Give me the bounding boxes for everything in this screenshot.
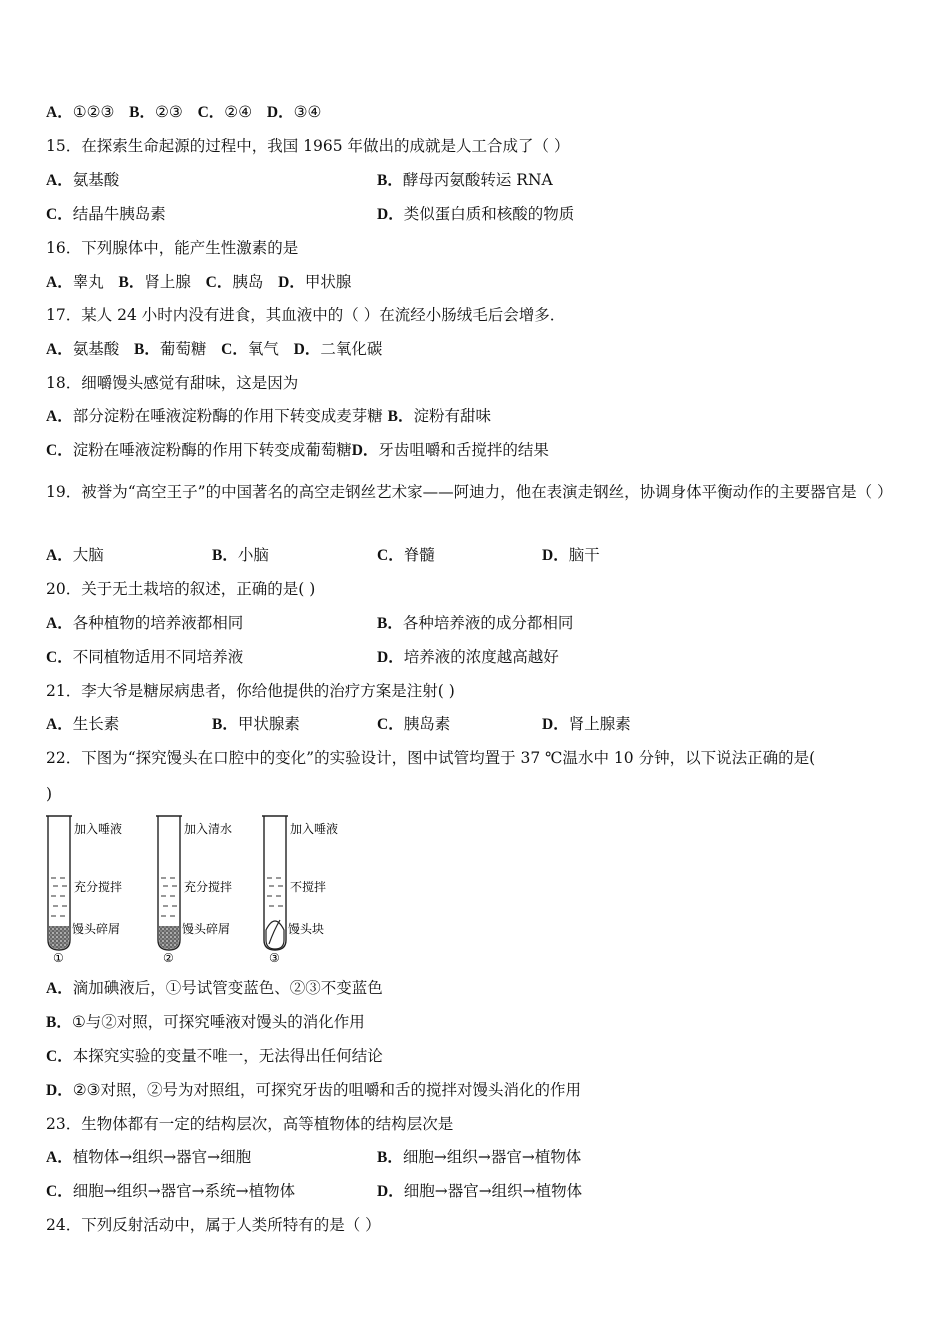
q14-option-a-text: ①②③ (72, 103, 115, 121)
q22-stem-end: ) (46, 785, 53, 803)
q16-options (46, 271, 351, 294)
q20-option-d (377, 646, 559, 669)
q23-option-b (377, 1146, 581, 1169)
q17-option-c-text: 氧气 (247, 340, 279, 358)
q22-option-d-label: D． (46, 1082, 73, 1099)
q20-option-d-text: 培养液的浓度越高越好 (403, 648, 559, 666)
q15-option-c-label: C． (46, 206, 73, 223)
q17-option-c-label: C． (221, 341, 248, 358)
q19-option-d (542, 544, 600, 567)
q17-option-d-text: 二氧化碳 (320, 340, 383, 358)
tube-3-mid-label: 不搅拌 (290, 880, 327, 894)
q17-option-d-label: D． (293, 341, 321, 358)
q22-option-c (46, 1045, 383, 1068)
q22-option-c-text: 本探究实验的变量不唯一，无法得出任何结论 (72, 1047, 383, 1065)
q18-option-c-label: C． (46, 442, 73, 459)
q19-option-c-text: 脊髓 (403, 546, 435, 564)
q15-option-d-text: 类似蛋白质和核酸的物质 (403, 205, 575, 223)
q15-option-c-text: 结晶牛胰岛素 (72, 205, 166, 223)
test-tube-1 (46, 816, 72, 950)
q23-stem: 23．生物体都有一定的结构层次，高等植物体的结构层次是 (46, 1115, 454, 1133)
q19-option-d-text: 脑干 (568, 546, 600, 564)
q20-option-d-label: D． (377, 649, 404, 666)
q23-option-d-text: 细胞→器官→组织→植物体 (403, 1182, 583, 1200)
q18-stem: 18．细嚼馒头感觉有甜味，这是因为 (46, 374, 299, 392)
q22-option-d (46, 1079, 581, 1102)
q24-stem: 24．下列反射活动中，属于人类所特有的是（ ） (46, 1216, 381, 1234)
test-tube-3 (262, 816, 288, 950)
q18-options-row2 (46, 439, 549, 462)
q15-option-a-text: 氨基酸 (72, 171, 120, 189)
q22-option-a-text: 滴加碘液后，①号试管变蓝色、②③不变蓝色 (72, 979, 383, 997)
q20-option-b (377, 612, 573, 635)
q22-option-a-label: A． (46, 980, 73, 997)
tube-2-bottom-label: 馒头碎屑 (182, 922, 231, 936)
tube-3-top-label: 加入唾液 (290, 822, 339, 836)
q22-option-c-label: C． (46, 1048, 73, 1065)
q18-option-a-label: A． (46, 408, 73, 425)
q15-option-b-label: B． (377, 172, 403, 189)
q16-option-d-text: 甲状腺 (304, 273, 352, 291)
q15-stem: 15．在探索生命起源的过程中，我国 1965 年做出的成就是人工合成了（ ） (46, 137, 570, 155)
q17-option-b-text: 葡萄糖 (159, 340, 207, 358)
q18-option-c-text: 淀粉在唾液淀粉酶的作用下转变成葡萄糖 (72, 441, 352, 459)
q22-option-b-label: B． (46, 1014, 72, 1031)
q18-option-a-text: 部分淀粉在唾液淀粉酶的作用下转变成麦芽糖 (72, 407, 383, 425)
q21-option-a-label: A． (46, 716, 73, 733)
tube-2-mid-label: 充分搅拌 (184, 880, 233, 894)
q14-option-c-text: ②④ (224, 103, 253, 121)
q21-option-b (212, 713, 300, 736)
q20-option-a-label: A． (46, 615, 73, 632)
q15-option-b-text: 酵母丙氨酸转运 RNA (402, 171, 553, 189)
q14-option-a-label: A． (46, 104, 73, 121)
q14-option-d-text: ③④ (293, 103, 322, 121)
q17-options (46, 338, 382, 361)
q23-option-d-label: D． (377, 1183, 404, 1200)
q19-option-c (377, 544, 435, 567)
q23-option-c (46, 1180, 295, 1203)
tube-3-number: ③ (269, 951, 280, 964)
q23-option-b-label: B． (377, 1149, 403, 1166)
q17-option-a-label: A． (46, 341, 73, 358)
tube-2-number: ② (163, 951, 174, 964)
tube-1-top-label: 加入唾液 (74, 822, 123, 836)
q21-option-d-text: 肾上腺素 (568, 715, 631, 733)
q22-option-b-text: ①与②对照，可探究唾液对馒头的消化作用 (71, 1013, 365, 1031)
q23-option-a-text: 植物体→组织→器官→细胞 (72, 1148, 252, 1166)
tube-1-bottom-label: 馒头碎屑 (72, 922, 121, 936)
q20-option-c (46, 646, 243, 669)
q23-option-b-text: 细胞→组织→器官→植物体 (402, 1148, 582, 1166)
q16-option-d-label: D． (278, 274, 305, 291)
q19-option-a-text: 大脑 (72, 546, 104, 564)
q20-option-a-text: 各种植物的培养液都相同 (72, 614, 244, 632)
q19-option-b-text: 小脑 (237, 546, 269, 564)
q23-option-c-text: 细胞→组织→器官→系统→植物体 (72, 1182, 296, 1200)
test-tube-figure (44, 812, 354, 964)
q14-option-b-text: ②③ (155, 103, 183, 121)
q17-stem: 17．某人 24 小时内没有进食，其血液中的（ ）在流经小肠绒毛后会增多． (46, 306, 566, 324)
q16-option-b-label: B． (118, 274, 145, 291)
q14-option-d-label: D． (266, 104, 294, 121)
q16-option-a-label: A． (46, 274, 73, 291)
q19-option-a (46, 544, 104, 567)
q18-option-b-label: B． (387, 408, 414, 425)
q20-option-c-label: C． (46, 649, 73, 666)
q18-option-d-text: 牙齿咀嚼和舌搅拌的结果 (378, 441, 549, 459)
q20-option-c-text: 不同植物适用不同培养液 (72, 648, 244, 666)
tube-1-number: ① (53, 951, 64, 964)
q21-option-c-text: 胰岛素 (403, 715, 451, 733)
q19-option-d-label: D． (542, 547, 569, 564)
q23-option-a-label: A． (46, 1149, 73, 1166)
q17-option-a-text: 氨基酸 (72, 340, 120, 358)
q16-option-a-text: 睾丸 (72, 273, 104, 291)
q17-option-b-label: B． (134, 341, 160, 358)
q21-stem: 21．李大爷是糖尿病患者，你给他提供的治疗方案是注射( ) (46, 682, 455, 700)
q15-option-a-label: A． (46, 172, 73, 189)
q19-option-a-label: A． (46, 547, 73, 564)
q21-option-a-text: 生长素 (72, 715, 120, 733)
q14-options (46, 101, 321, 124)
q20-option-b-text: 各种培养液的成分都相同 (402, 614, 574, 632)
q20-option-a (46, 612, 243, 635)
q21-option-b-text: 甲状腺素 (237, 715, 300, 733)
q16-stem: 16．下列腺体中，能产生性激素的是 (46, 239, 299, 257)
q19-option-b-label: B． (212, 547, 238, 564)
q16-option-b-text: 肾上腺 (144, 273, 191, 291)
tube-2-top-label: 加入清水 (184, 822, 233, 836)
q22-option-d-text: ②③对照，②号为对照组，可探究牙齿的咀嚼和舌的搅拌对馒头消化的作用 (72, 1081, 581, 1099)
q21-option-b-label: B． (212, 716, 238, 733)
tube-3-bottom-label: 馒头块 (288, 922, 325, 936)
q21-option-a (46, 713, 119, 736)
q15-option-d-label: D． (377, 206, 404, 223)
q20-option-b-label: B． (377, 615, 403, 632)
q15-option-b (377, 169, 553, 192)
q19-stem: 19．被誉为“高空王子”的中国著名的高空走钢丝艺术家——阿迪力，他在表演走钢丝，协调身体平衡动作的主要器官是（ ） (46, 483, 893, 501)
q22-stem: 22．下图为“探究馒头在口腔中的变化”的实验设计，图中试管均置于 37 ℃温水中 10 分钟，以下说法正确的是( (46, 749, 816, 767)
test-tube-2 (156, 816, 182, 950)
q23-option-a (46, 1146, 251, 1169)
q15-option-a (46, 169, 119, 192)
q21-option-c-label: C． (377, 716, 404, 733)
q19-option-b (212, 544, 269, 567)
q15-option-c (46, 203, 166, 226)
q21-option-d-label: D． (542, 716, 569, 733)
tube-1-mid-label: 充分搅拌 (74, 880, 123, 894)
q19-option-c-label: C． (377, 547, 404, 564)
q14-option-c-label: C． (197, 104, 225, 121)
q21-option-c (377, 713, 450, 736)
q14-option-b-label: B． (129, 104, 156, 121)
q22-option-b (46, 1011, 365, 1034)
q15-option-d (377, 203, 574, 226)
q23-option-c-label: C． (46, 1183, 73, 1200)
q18-option-b-text: 淀粉有甜味 (413, 407, 492, 425)
q21-option-d (542, 713, 631, 736)
q16-option-c-text: 胰岛 (232, 273, 264, 291)
q18-option-d-label: D． (351, 442, 379, 459)
q22-option-a (46, 977, 383, 1000)
q18-options-row1 (46, 405, 491, 428)
q16-option-c-label: C． (205, 274, 233, 291)
q23-option-d (377, 1180, 582, 1203)
q20-stem: 20．关于无土栽培的叙述，正确的是( ) (46, 580, 316, 598)
